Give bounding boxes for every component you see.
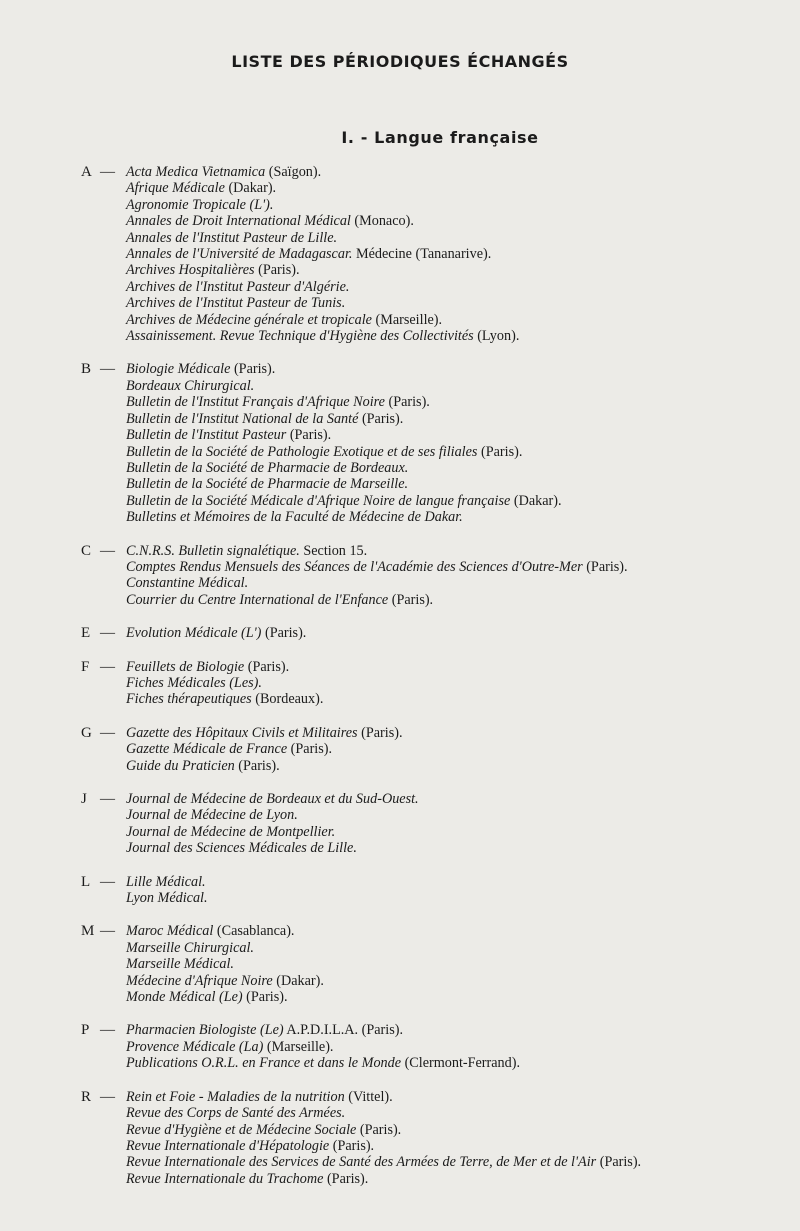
periodical-entry [126, 758, 710, 774]
periodical-location: (Paris). [244, 658, 290, 675]
letter-group [0, 1022, 800, 1071]
periodical-title: Feuillets de Biologie [126, 658, 245, 675]
periodical-location: (Casablanca). [213, 923, 295, 940]
entries-list [126, 625, 710, 641]
periodical-entry [126, 378, 710, 394]
periodical-title: Publications O.R.L. en France et dans le Monde [126, 1055, 402, 1072]
periodical-location: (Paris). [323, 1170, 369, 1187]
periodical-entry [126, 180, 710, 196]
periodical-entry [126, 543, 710, 559]
group-letter: F [81, 658, 90, 675]
periodical-entry [126, 246, 710, 262]
periodical-entry [126, 279, 710, 295]
periodical-entry [126, 213, 710, 229]
periodical-title: Afrique Médicale [126, 180, 225, 197]
periodical-title: Fiches thérapeutiques [126, 691, 252, 708]
periodical-entry [126, 312, 710, 328]
periodical-location: (Paris). [596, 1154, 642, 1171]
periodical-title: Constantine Médical. [126, 575, 249, 592]
entries-list [126, 725, 710, 774]
periodical-title: Comptes Rendus Mensuels des Séances de l'Académie des Sciences d'Outre-Mer [126, 558, 583, 575]
periodical-entry [126, 1122, 710, 1138]
periodical-location: (Marseille). [371, 311, 443, 328]
periodical-location: (Paris). [287, 741, 333, 758]
group-letter: L [81, 873, 91, 890]
periodical-location: Médecine (Tananarive). [352, 246, 492, 263]
periodical-title: Lyon Médical. [126, 890, 208, 907]
periodical-title: Marseille Chirurgical. [126, 939, 254, 956]
group-letter: C [81, 542, 92, 559]
periodical-location: (Bordeaux). [251, 691, 324, 708]
group-dash: — [100, 625, 115, 642]
periodical-entry [126, 460, 710, 476]
periodical-entry [126, 824, 710, 840]
entries-list [126, 791, 710, 857]
periodical-entry [126, 725, 710, 741]
periodical-title: Pharmacien Biologiste (Le) [126, 1022, 284, 1039]
periodical-entry [126, 1039, 710, 1055]
periodical-title: Marseille Médical. [126, 956, 234, 973]
periodical-title: Maroc Médical [126, 923, 214, 940]
periodical-title: Gazette des Hôpitaux Civils et Militaires [126, 724, 358, 741]
periodical-location: (Monaco). [350, 213, 414, 230]
periodical-location: (Lyon). [473, 328, 520, 345]
group-letter: B [81, 361, 92, 378]
periodical-location: (Paris). [234, 757, 280, 774]
page-title: LISTE DES PÉRIODIQUES ÉCHANGÉS [231, 52, 569, 71]
periodical-entry [126, 659, 710, 675]
periodical-location: (Dakar). [224, 180, 277, 197]
letter-group [0, 874, 800, 907]
periodical-entry [126, 1138, 710, 1154]
periodical-location: (Saïgon). [265, 164, 322, 180]
periodical-entry [126, 164, 710, 180]
group-dash: — [100, 542, 115, 559]
periodical-entry [126, 1171, 710, 1187]
periodical-entry [126, 592, 710, 608]
group-letter: P [81, 1022, 90, 1039]
letter-group [0, 791, 800, 857]
group-dash: — [100, 658, 115, 675]
entries-list [126, 923, 710, 1005]
periodical-location: (Paris). [356, 1121, 402, 1138]
periodical-location: (Paris). [388, 591, 434, 608]
periodical-entry [126, 1105, 710, 1121]
periodical-entry [126, 973, 710, 989]
periodical-entry [126, 1022, 710, 1038]
letter-group [0, 923, 800, 1005]
letter-group [0, 659, 800, 708]
periodical-title: Revue Internationale du Trachome [126, 1170, 324, 1187]
periodical-title: Archives de Médecine générale et tropicale [126, 311, 372, 328]
periodical-title: C.N.R.S. Bulletin signalétique. [126, 542, 300, 559]
periodical-entry [126, 1154, 710, 1170]
periodical-location: (Paris). [242, 989, 288, 1006]
periodical-title: Bulletin de la Société Médicale d'Afrique Noire de langue française [126, 492, 511, 509]
group-dash: — [100, 164, 115, 180]
periodical-title: Journal des Sciences Médicales de Lille. [126, 840, 357, 857]
periodical-location: (Paris). [254, 262, 300, 279]
periodical-location: Section 15. [299, 542, 368, 559]
periodical-title: Assainissement. Revue Technique d'Hygiène des Collectivités [126, 328, 474, 345]
section-title: I. - Langue française [341, 128, 539, 147]
periodical-entry [126, 444, 710, 460]
group-letter: J [81, 791, 87, 807]
periodical-entry [126, 394, 710, 410]
group-dash: — [100, 361, 115, 378]
periodical-entry [126, 791, 710, 807]
letter-group [0, 543, 800, 609]
periodical-title: Annales de l'Université de Madagascar. [126, 246, 353, 263]
letter-group [0, 164, 800, 344]
periodical-entry [126, 262, 710, 278]
entries-list [126, 659, 710, 708]
periodical-location: (Paris). [384, 394, 430, 411]
group-dash: — [100, 1088, 115, 1105]
periodical-title: Annales de Droit International Médical [126, 213, 351, 230]
entries-list [126, 543, 710, 609]
periodical-title: Monde Médical (Le) [126, 989, 243, 1006]
periodical-title: Archives de l'Institut Pasteur d'Algérie. [126, 278, 350, 295]
periodical-title: Agronomie Tropicale (L'). [126, 196, 274, 213]
periodical-location: (Marseille). [263, 1038, 334, 1055]
periodical-title: Fiches Médicales (Les). [126, 674, 262, 691]
periodical-entry [126, 675, 710, 691]
group-letter: M [81, 923, 95, 940]
periodical-entry [126, 411, 710, 427]
periodical-entry [126, 1055, 710, 1071]
periodical-entry [126, 890, 710, 906]
letter-group [0, 625, 800, 641]
group-dash: — [100, 873, 115, 890]
periodical-title: Bulletin de la Société de Pharmacie de Marseille. [126, 476, 409, 493]
periodical-entry [126, 559, 710, 575]
periodical-entry [126, 295, 710, 311]
periodical-entry [126, 493, 710, 509]
periodical-entry [126, 741, 710, 757]
periodical-title: Bulletin de la Société de Pharmacie de Bordeaux. [126, 459, 409, 476]
periodical-entry [126, 691, 710, 707]
periodical-title: Journal de Médecine de Montpellier. [126, 823, 336, 840]
periodical-entry [126, 989, 710, 1005]
periodicals-list [0, 164, 800, 1204]
periodical-entry [126, 940, 710, 956]
periodical-entry [126, 1089, 710, 1105]
group-letter: E [81, 625, 91, 642]
periodical-title: Archives de l'Institut Pasteur de Tunis. [126, 295, 346, 312]
periodical-title: Revue d'Hygiène et de Médecine Sociale [126, 1121, 357, 1138]
group-dash: — [100, 1022, 115, 1039]
periodical-title: Biologie Médicale [126, 361, 231, 378]
periodical-entry [126, 874, 710, 890]
periodical-location: (Vittel). [344, 1088, 393, 1105]
periodical-location: (Paris). [230, 361, 276, 378]
periodical-location: (Paris). [286, 427, 332, 444]
periodical-title: Acta Medica Vietnamica [126, 164, 266, 180]
periodical-title: Evolution Médicale (L') [126, 625, 262, 642]
entries-list [126, 1089, 710, 1187]
periodical-title: Provence Médicale (La) [126, 1038, 264, 1055]
periodical-title: Bulletin de l'Institut Français d'Afrique Noire [126, 394, 385, 411]
periodical-entry [126, 923, 710, 939]
periodical-location: (Clermont-Ferrand). [401, 1055, 521, 1072]
periodical-location: (Dakar). [272, 972, 324, 989]
periodical-entry [126, 328, 710, 344]
periodical-title: Courrier du Centre International de l'Enfance [126, 591, 389, 608]
periodical-title: Bulletins et Mémoires de la Faculté de Médecine de Dakar. [126, 509, 463, 526]
periodical-location: (Paris). [477, 443, 523, 460]
periodical-entry [126, 427, 710, 443]
periodical-entry [126, 625, 710, 641]
periodical-title: Annales de l'Institut Pasteur de Lille. [126, 229, 338, 246]
periodical-location: (Paris). [582, 558, 628, 575]
group-dash: — [100, 791, 115, 807]
group-dash: — [100, 724, 115, 741]
periodical-title: Lille Médical. [126, 873, 206, 890]
periodical-title: Journal de Médecine de Bordeaux et du Sud-Ouest. [126, 791, 419, 807]
periodical-title: Bordeaux Chirurgical. [126, 377, 255, 394]
periodical-entry [126, 197, 710, 213]
periodical-entry [126, 840, 710, 856]
periodical-entry [126, 575, 710, 591]
group-letter: G [81, 724, 92, 741]
periodical-title: Rein et Foie - Maladies de la nutrition [126, 1088, 345, 1105]
periodical-location: A.P.D.I.L.A. (Paris). [283, 1022, 404, 1039]
entries-list [126, 1022, 710, 1071]
periodical-title: Guide du Praticien [126, 757, 235, 774]
periodical-location: (Paris). [357, 724, 403, 741]
periodical-entry [126, 230, 710, 246]
letter-group [0, 361, 800, 525]
periodical-entry [126, 509, 710, 525]
entries-list [126, 361, 710, 525]
entries-list [126, 874, 710, 907]
group-letter: R [81, 1088, 92, 1105]
periodical-title: Médecine d'Afrique Noire [126, 972, 273, 989]
periodical-title: Archives Hospitalières [126, 262, 255, 279]
letter-group [0, 1089, 800, 1187]
group-dash: — [100, 923, 115, 940]
periodical-location: (Paris). [358, 410, 404, 427]
periodical-title: Bulletin de l'Institut National de la Santé [126, 410, 359, 427]
periodical-location: (Paris). [261, 625, 307, 642]
periodical-title: Gazette Médicale de France [126, 741, 288, 758]
group-letter: A [81, 164, 92, 180]
periodical-location: (Paris). [329, 1137, 375, 1154]
periodical-entry [126, 807, 710, 823]
periodical-entry [126, 476, 710, 492]
periodical-title: Revue des Corps de Santé des Armées. [126, 1105, 346, 1122]
periodical-title: Revue Internationale d'Hépatologie [126, 1137, 330, 1154]
periodical-title: Revue Internationale des Services de Santé des Armées de Terre, de Mer et de l'Air [126, 1154, 597, 1171]
periodical-entry [126, 361, 710, 377]
periodical-title: Journal de Médecine de Lyon. [126, 807, 298, 824]
letter-group [0, 725, 800, 774]
periodical-title: Bulletin de la Société de Pathologie Exotique et de ses filiales [126, 443, 478, 460]
periodical-location: (Dakar). [510, 492, 562, 509]
periodical-title: Bulletin de l'Institut Pasteur [126, 427, 287, 444]
periodical-entry [126, 956, 710, 972]
entries-list [126, 164, 710, 344]
